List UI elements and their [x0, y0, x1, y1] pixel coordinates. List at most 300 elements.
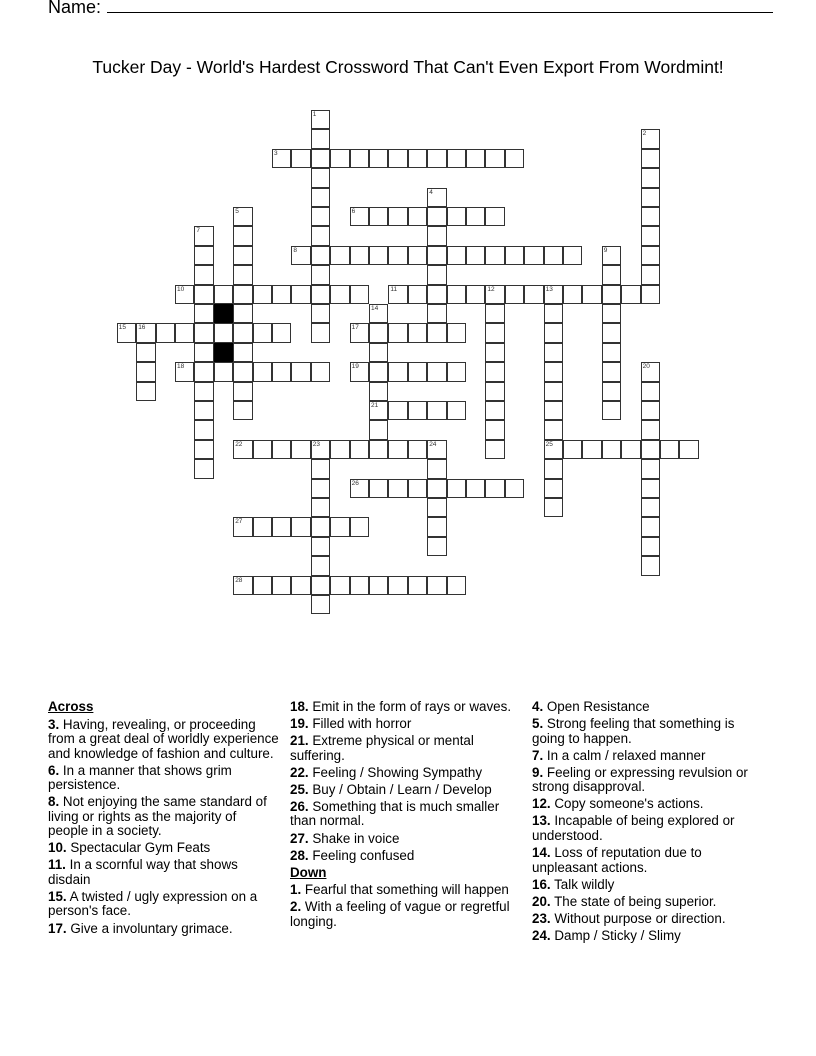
grid-cell[interactable] [408, 323, 427, 342]
grid-cell[interactable] [505, 285, 524, 304]
grid-cell[interactable] [233, 362, 252, 381]
grid-cell[interactable] [272, 323, 291, 342]
grid-cell[interactable] [194, 420, 213, 439]
grid-cell[interactable] [641, 382, 660, 401]
grid-cell[interactable] [233, 285, 252, 304]
grid-cell[interactable] [408, 401, 427, 420]
grid-cell[interactable] [233, 246, 252, 265]
grid-cell[interactable] [214, 362, 233, 381]
clue-number: 6. [48, 762, 60, 778]
grid-cell[interactable] [641, 226, 660, 245]
grid-cell[interactable] [311, 362, 330, 381]
grid-cell[interactable] [330, 517, 349, 536]
grid-cell[interactable] [253, 362, 272, 381]
grid-cell[interactable] [544, 401, 563, 420]
grid-cell[interactable] [194, 440, 213, 459]
grid-cell[interactable] [311, 459, 330, 478]
grid-cell[interactable] [233, 401, 252, 420]
grid-cell[interactable] [485, 479, 504, 498]
grid-cell[interactable] [427, 323, 446, 342]
clue-down-4 [532, 700, 764, 715]
grid-cell[interactable] [291, 285, 310, 304]
clue-across-22 [290, 766, 522, 781]
grid-cell[interactable] [272, 285, 291, 304]
clue-number: 13. [532, 813, 551, 829]
grid-cell[interactable] [544, 246, 563, 265]
grid-cell[interactable] [136, 323, 155, 342]
grid-cell[interactable] [253, 576, 272, 595]
clue-number: 19 [351, 363, 359, 371]
grid-cell[interactable] [253, 517, 272, 536]
grid-cell[interactable] [582, 440, 601, 459]
clue-number: 11. [48, 857, 66, 873]
grid-cell[interactable] [447, 285, 466, 304]
grid-cell[interactable] [427, 207, 446, 226]
grid-cell[interactable] [369, 246, 388, 265]
clue-number: 16. [532, 876, 551, 892]
grid-cell[interactable] [602, 285, 621, 304]
grid-cell[interactable] [641, 479, 660, 498]
grid-cell[interactable] [194, 304, 213, 323]
grid-cell[interactable] [311, 440, 330, 459]
grid-cell[interactable] [602, 382, 621, 401]
grid-cell[interactable] [330, 285, 349, 304]
grid-cell[interactable] [330, 576, 349, 595]
grid-cell[interactable] [408, 149, 427, 168]
clue-text: In a scornful way that shows disdain [48, 857, 238, 887]
page-title: Tucker Day - World's Hardest Crossword That Can't Even Export From Wordmint! [92, 57, 724, 77]
grid-cell[interactable] [641, 168, 660, 187]
grid-cell[interactable] [641, 537, 660, 556]
clue-number: 22. [290, 764, 309, 780]
grid-cell[interactable] [544, 498, 563, 517]
grid-cell[interactable] [388, 401, 407, 420]
clue-number: 17. [48, 920, 67, 936]
grid-cell[interactable] [194, 459, 213, 478]
grid-cell[interactable] [427, 576, 446, 595]
clue-number: 27. [290, 830, 309, 846]
grid-cell[interactable] [369, 304, 388, 323]
grid-cell[interactable] [311, 226, 330, 245]
grid-cell[interactable] [466, 207, 485, 226]
black-square [214, 304, 233, 323]
clue-number: 15 [118, 324, 127, 332]
clue-down-2 [290, 900, 522, 929]
grid-cell[interactable] [175, 362, 194, 381]
grid-cell[interactable] [311, 537, 330, 556]
grid-cell[interactable] [544, 343, 563, 362]
grid-cell[interactable] [641, 265, 660, 284]
grid-cell[interactable] [233, 343, 252, 362]
grid-cell[interactable] [253, 440, 272, 459]
clue-number: 1. [290, 882, 302, 898]
clue-number: 14. [532, 845, 551, 861]
clue-down-7 [532, 749, 764, 764]
across-heading: Across [48, 699, 94, 714]
grid-cell[interactable] [563, 285, 582, 304]
clue-number: 23. [532, 910, 551, 926]
grid-cell[interactable] [641, 420, 660, 439]
grid-cell[interactable] [641, 517, 660, 536]
grid-cell[interactable] [117, 323, 136, 342]
clue-text: Incapable of being explored or understood. [532, 813, 735, 843]
grid-cell[interactable] [563, 440, 582, 459]
grid-cell[interactable] [602, 440, 621, 459]
grid-cell[interactable] [350, 323, 369, 342]
grid-cell[interactable] [602, 401, 621, 420]
clue-number: 6 [351, 208, 356, 215]
grid-cell[interactable] [602, 246, 621, 265]
clue-down-24 [532, 929, 764, 944]
grid-cell[interactable] [233, 517, 252, 536]
grid-cell[interactable] [194, 382, 213, 401]
grid-cell[interactable] [427, 304, 446, 323]
clue-number: 15. [48, 888, 67, 904]
grid-cell[interactable] [369, 576, 388, 595]
grid-cell[interactable] [311, 556, 330, 575]
grid-cell[interactable] [311, 246, 330, 265]
grid-cell[interactable] [544, 323, 563, 342]
grid-cell[interactable] [311, 285, 330, 304]
grid-cell[interactable] [291, 362, 310, 381]
grid-cell[interactable] [369, 420, 388, 439]
clue-across-11 [48, 858, 280, 887]
grid-cell[interactable] [311, 168, 330, 187]
grid-cell[interactable] [641, 285, 660, 304]
grid-cell[interactable] [447, 401, 466, 420]
clue-text: A twisted / ugly expression on a person's face. [48, 888, 258, 919]
grid-cell[interactable] [369, 362, 388, 381]
grid-cell[interactable] [427, 246, 446, 265]
clue-down-12 [532, 797, 764, 812]
grid-cell[interactable] [621, 285, 640, 304]
grid-cell[interactable] [447, 207, 466, 226]
grid-cell[interactable] [388, 246, 407, 265]
grid-cell[interactable] [194, 246, 213, 265]
grid-cell[interactable] [291, 576, 310, 595]
grid-cell[interactable] [641, 188, 660, 207]
grid-cell[interactable] [466, 246, 485, 265]
grid-cell[interactable] [524, 285, 543, 304]
grid-cell[interactable] [311, 129, 330, 148]
clue-text: Fearful that something will happen [301, 882, 509, 898]
grid-cell[interactable] [350, 440, 369, 459]
grid-cell[interactable] [408, 479, 427, 498]
grid-cell[interactable] [544, 440, 563, 459]
grid-cell[interactable] [505, 479, 524, 498]
grid-cell[interactable] [505, 149, 524, 168]
grid-cell[interactable] [427, 459, 446, 478]
grid-cell[interactable] [350, 285, 369, 304]
grid-cell[interactable] [602, 323, 621, 342]
grid-cell[interactable] [485, 149, 504, 168]
clue-text: Emit in the form of rays or waves. [308, 699, 512, 714]
grid-cell[interactable] [291, 517, 310, 536]
grid-cell[interactable] [427, 362, 446, 381]
grid-cell[interactable] [194, 226, 213, 245]
grid-cell[interactable] [427, 226, 446, 245]
grid-cell[interactable] [350, 479, 369, 498]
grid-cell[interactable] [194, 323, 213, 342]
grid-cell[interactable] [369, 207, 388, 226]
grid-cell[interactable] [350, 207, 369, 226]
grid-cell[interactable] [311, 207, 330, 226]
grid-cell[interactable] [311, 110, 330, 129]
grid-cell[interactable] [311, 265, 330, 284]
grid-cell[interactable] [194, 401, 213, 420]
grid-cell[interactable] [194, 265, 213, 284]
clue-number: 26. [290, 798, 309, 814]
grid-cell[interactable] [602, 265, 621, 284]
grid-cell[interactable] [291, 440, 310, 459]
grid-cell[interactable] [485, 285, 504, 304]
grid-cell[interactable] [427, 188, 446, 207]
grid-cell[interactable] [621, 440, 640, 459]
clue-number: 25 [545, 440, 553, 448]
grid-cell[interactable] [641, 246, 660, 265]
grid-cell[interactable] [408, 362, 427, 381]
grid-cell[interactable] [485, 323, 504, 342]
clue-across-10 [48, 841, 280, 856]
grid-cell[interactable] [233, 207, 252, 226]
grid-cell[interactable] [330, 440, 349, 459]
grid-cell[interactable] [330, 246, 349, 265]
grid-cell[interactable] [175, 285, 194, 304]
clue-text: Not enjoying the same standard of living or rights as the majority of people in a society. [48, 794, 267, 839]
grid-cell[interactable] [544, 362, 563, 381]
grid-cell[interactable] [466, 149, 485, 168]
clue-text: Extreme physical or mental suffering. [290, 733, 474, 763]
grid-cell[interactable] [602, 362, 621, 381]
grid-cell[interactable] [369, 343, 388, 362]
grid-cell[interactable] [194, 362, 213, 381]
grid-cell[interactable] [544, 459, 563, 478]
grid-cell[interactable] [641, 459, 660, 478]
grid-cell[interactable] [311, 576, 330, 595]
grid-cell[interactable] [311, 479, 330, 498]
clue-number: 23 [312, 440, 321, 448]
grid-cell[interactable] [136, 362, 155, 381]
grid-cell[interactable] [233, 304, 252, 323]
clue-number: 25. [290, 781, 309, 797]
grid-cell[interactable] [388, 440, 407, 459]
grid-cell[interactable] [524, 246, 543, 265]
clue-number: 18 [177, 363, 185, 371]
grid-cell[interactable] [447, 149, 466, 168]
grid-cell[interactable] [485, 207, 504, 226]
clue-across-27 [290, 832, 522, 847]
grid-cell[interactable] [641, 362, 660, 381]
grid-cell[interactable] [272, 440, 291, 459]
grid-cell[interactable] [544, 382, 563, 401]
grid-cell[interactable] [408, 207, 427, 226]
grid-cell[interactable] [350, 149, 369, 168]
grid-cell[interactable] [272, 149, 291, 168]
clue-number: 11 [390, 285, 398, 293]
grid-cell[interactable] [175, 323, 194, 342]
clue-text: Filled with horror [308, 716, 412, 732]
grid-cell[interactable] [388, 323, 407, 342]
grid-cell[interactable] [253, 323, 272, 342]
grid-cell[interactable] [388, 576, 407, 595]
clue-text: The state of being superior. [550, 893, 717, 909]
grid-cell[interactable] [447, 576, 466, 595]
grid-cell[interactable] [311, 304, 330, 323]
clue-number: 8 [293, 246, 298, 254]
grid-cell[interactable] [505, 246, 524, 265]
grid-cell[interactable] [311, 517, 330, 536]
grid-cell[interactable] [485, 304, 504, 323]
grid-cell[interactable] [427, 440, 446, 459]
clue-number: 22 [235, 440, 243, 448]
grid-cell[interactable] [485, 246, 504, 265]
grid-cell[interactable] [602, 343, 621, 362]
grid-cell[interactable] [233, 323, 252, 342]
grid-cell[interactable] [408, 285, 427, 304]
grid-cell[interactable] [544, 285, 563, 304]
grid-cell[interactable] [136, 343, 155, 362]
grid-cell[interactable] [156, 323, 175, 342]
grid-cell[interactable] [447, 362, 466, 381]
grid-cell[interactable] [427, 265, 446, 284]
grid-cell[interactable] [330, 149, 349, 168]
clue-number: 24. [532, 927, 551, 943]
grid-cell[interactable] [427, 401, 446, 420]
grid-cell[interactable] [272, 362, 291, 381]
clue-across-3 [48, 718, 280, 762]
grid-cell[interactable] [350, 362, 369, 381]
grid-cell[interactable] [602, 304, 621, 323]
grid-cell[interactable] [641, 440, 660, 459]
grid-cell[interactable] [447, 323, 466, 342]
clue-down-16 [532, 878, 764, 893]
clue-number: 21. [290, 733, 309, 749]
grid-cell[interactable] [369, 401, 388, 420]
grid-cell[interactable] [388, 479, 407, 498]
grid-cell[interactable] [253, 285, 272, 304]
grid-cell[interactable] [427, 517, 446, 536]
grid-cell[interactable] [233, 576, 252, 595]
grid-cell[interactable] [447, 479, 466, 498]
grid-cell[interactable] [369, 479, 388, 498]
clue-across-6 [48, 764, 280, 793]
grid-cell[interactable] [447, 246, 466, 265]
grid-cell[interactable] [641, 207, 660, 226]
clue-number: 13 [545, 285, 553, 293]
grid-cell[interactable] [582, 285, 601, 304]
grid-cell[interactable] [427, 285, 446, 304]
clue-number: 3 [274, 149, 278, 157]
clue-number: 5 [235, 208, 239, 215]
grid-cell[interactable] [214, 285, 233, 304]
clue-text: Something that is much smaller than normal. [290, 798, 500, 829]
clue-number: 2. [290, 899, 302, 915]
grid-cell[interactable] [485, 362, 504, 381]
grid-cell[interactable] [369, 149, 388, 168]
grid-cell[interactable] [311, 323, 330, 342]
clue-text: Shake in voice [308, 830, 400, 846]
grid-cell[interactable] [350, 576, 369, 595]
grid-cell[interactable] [214, 323, 233, 342]
grid-cell[interactable] [388, 149, 407, 168]
grid-cell[interactable] [427, 498, 446, 517]
clue-number: 7 [196, 227, 201, 235]
grid-cell[interactable] [272, 517, 291, 536]
grid-cell[interactable] [408, 440, 427, 459]
grid-cell[interactable] [233, 382, 252, 401]
grid-cell[interactable] [194, 285, 213, 304]
grid-cell[interactable] [311, 149, 330, 168]
clue-text: Talk wildly [550, 876, 615, 892]
grid-cell[interactable] [485, 343, 504, 362]
grid-cell[interactable] [233, 440, 252, 459]
grid-cell[interactable] [563, 246, 582, 265]
clue-number: 12 [487, 285, 495, 293]
grid-cell[interactable] [641, 556, 660, 575]
grid-cell[interactable] [291, 246, 310, 265]
grid-cell[interactable] [369, 382, 388, 401]
grid-cell[interactable] [427, 479, 446, 498]
grid-cell[interactable] [369, 323, 388, 342]
grid-cell[interactable] [485, 382, 504, 401]
grid-cell[interactable] [641, 498, 660, 517]
grid-cell[interactable] [369, 440, 388, 459]
grid-cell[interactable] [350, 517, 369, 536]
grid-cell[interactable] [641, 401, 660, 420]
grid-cell[interactable] [485, 440, 504, 459]
grid-cell[interactable] [408, 246, 427, 265]
clue-text: Without purpose or direction. [550, 910, 726, 926]
grid-cell[interactable] [311, 595, 330, 614]
grid-cell[interactable] [388, 285, 407, 304]
clue-text: Damp / Sticky / Slimy [550, 927, 681, 943]
grid-cell[interactable] [641, 129, 660, 148]
clue-down-20 [532, 895, 764, 910]
grid-cell[interactable] [427, 149, 446, 168]
grid-cell[interactable] [408, 576, 427, 595]
clue-across-8 [48, 795, 280, 839]
grid-cell[interactable] [466, 285, 485, 304]
grid-cell[interactable] [544, 420, 563, 439]
clue-across-18 [290, 700, 522, 715]
grid-cell[interactable] [233, 265, 252, 284]
grid-cell[interactable] [233, 226, 252, 245]
grid-cell[interactable] [311, 498, 330, 517]
grid-cell[interactable] [388, 362, 407, 381]
grid-cell[interactable] [485, 420, 504, 439]
clue-text: Feeling / Showing Sympathy [308, 764, 483, 780]
grid-cell[interactable] [194, 343, 213, 362]
grid-cell[interactable] [544, 479, 563, 498]
grid-cell[interactable] [427, 537, 446, 556]
grid-cell[interactable] [272, 576, 291, 595]
grid-cell[interactable] [466, 479, 485, 498]
clue-number: 24 [429, 440, 437, 448]
clue-number: 12. [532, 796, 551, 812]
grid-cell[interactable] [679, 440, 698, 459]
grid-cell[interactable] [291, 149, 310, 168]
grid-cell[interactable] [136, 382, 155, 401]
grid-cell[interactable] [350, 246, 369, 265]
grid-cell[interactable] [641, 149, 660, 168]
clue-column-1 [48, 700, 280, 939]
grid-cell[interactable] [544, 304, 563, 323]
grid-cell[interactable] [660, 440, 679, 459]
grid-cell[interactable] [388, 207, 407, 226]
grid-cell[interactable] [311, 188, 330, 207]
clue-down-1 [290, 883, 522, 898]
grid-cell[interactable] [485, 401, 504, 420]
